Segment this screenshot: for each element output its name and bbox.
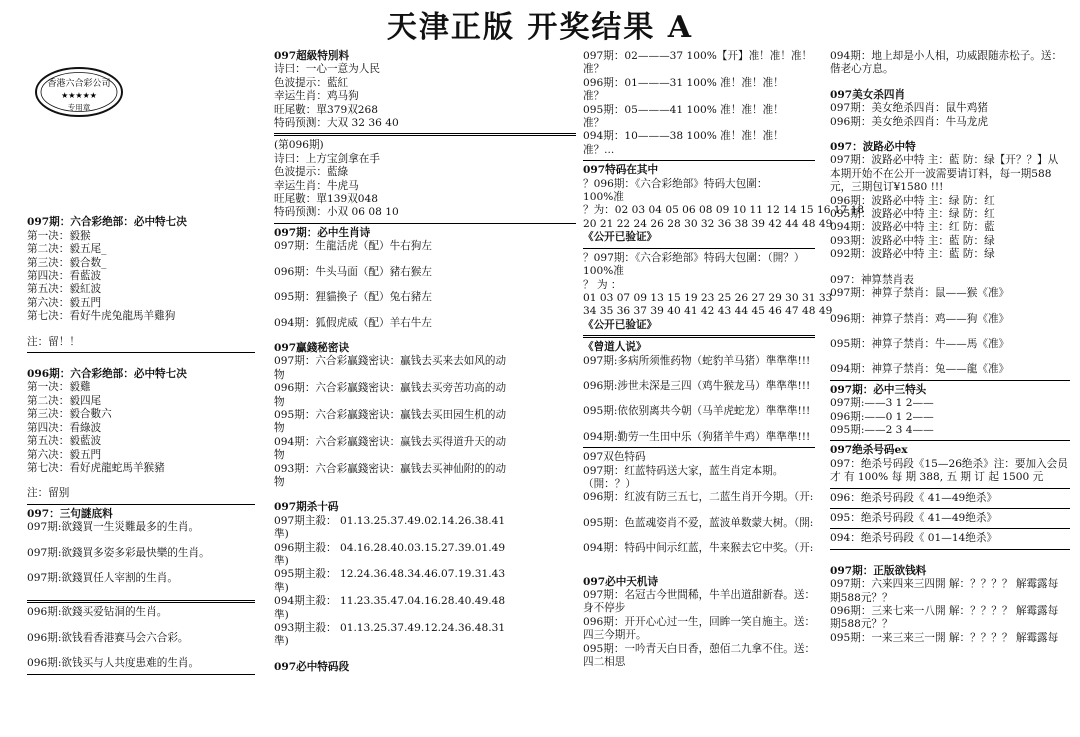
spacer [830, 351, 1070, 363]
text-line: 096期主殺： 04.16.28.40.03.15.27.39.01.49 [274, 541, 506, 554]
col1-list [27, 216, 255, 674]
text-line: 第六决：毅五門 [27, 448, 102, 461]
text-line: 097期：波路必中特 主：藍 防：绿【开？？】从 [830, 154, 1059, 167]
text-line: 093期：波路必中特 主：藍 防：绿 [830, 234, 995, 247]
spacer [27, 560, 255, 572]
text-line: 第三决：毅合数_ [27, 256, 107, 269]
text-line: 096期：波路必中特 主：绿 防：红 [830, 194, 995, 207]
text-line: 095期：神算子禁肖：牛——馬《准》 [830, 337, 1010, 350]
text-line: 第五决：毅藍波 [27, 435, 102, 448]
section-heading: 097特码在其中 [583, 164, 659, 177]
section-heading: 097期：正版欲钱料 [830, 564, 927, 577]
text-line: 096期:——0 1 2—— [830, 410, 934, 423]
text-line: 097期：02———37 100%【开】准！准！准！ [583, 50, 813, 62]
divider [583, 248, 815, 249]
section-heading: 097美女杀四肖 [830, 88, 906, 101]
section-heading: 097：三句謎底料 [27, 507, 113, 520]
company-seal-icon [33, 64, 125, 120]
text-line: 準) [274, 581, 289, 594]
text-line: 097期：名冠古今世間稀，牛羊出道甜新春。送： [583, 589, 816, 601]
text-line: 096期：三来七来一八開 解：？？？？ 解霉露每 [830, 605, 1059, 617]
text-line: 幸运生肖：牛虎马 [274, 179, 359, 192]
text-line: 096期:涉世未深是三四（鸡牛猴龙马）準準準!!! [583, 379, 811, 392]
text-line: 本期开始不在公开一波需要请订料，每一期588 [830, 167, 1052, 180]
seal-top-text: 香港六合彩公司 [47, 79, 111, 89]
spacer [583, 530, 815, 542]
column-2 [274, 50, 576, 674]
text-line: 注：留别 [27, 487, 70, 500]
seal-bottom-text: 专用章 [67, 103, 91, 112]
text-line: 身不停步 [583, 602, 626, 615]
spacer [830, 129, 1070, 141]
text-line: 096期：开开心心过一生，回眸一笑自施主。送： [583, 615, 816, 628]
divider [274, 223, 576, 224]
text-line: 096期：牛头马面（配）豬右猴左 [274, 265, 432, 278]
text-line: 准？ [583, 90, 605, 103]
section-heading: 097必中特码段 [274, 660, 350, 673]
section-heading: 097期杀十码 [274, 501, 339, 514]
text-line: 097期:欲錢買一生災難最多的生肖。 [27, 521, 200, 534]
text-line: 第二决：毅四尾 [27, 394, 102, 407]
text-line: 100%准 [583, 191, 624, 204]
spacer [274, 330, 576, 342]
text-line: 094：绝杀号码段《 01—14绝杀》 [830, 532, 998, 545]
text-line: 準) [274, 528, 289, 541]
divider [830, 440, 1070, 441]
text-line: 094期:勤劳一生田中乐（狗猪羊牛鸡）準準準!!! [583, 430, 811, 443]
spacer [583, 393, 815, 405]
text-line: 095期：六合彩贏錢密诀：贏钱去买田园生机的动 [274, 408, 507, 421]
spacer [583, 419, 815, 431]
text-line: 特码预测：大双 32 36 40 [274, 117, 399, 130]
text-line: 097期：美女绝杀四肖：鼠牛鸡猪 [830, 102, 988, 115]
text-line: 096期：神算子禁肖：鸡——狗《准》 [830, 312, 1010, 325]
text-line: 097期:欲錢買多姿多彩最快樂的生肖。 [27, 546, 210, 559]
text-line: 095期：05———41 100% 准！准！准！ [583, 103, 784, 116]
text-line: 095期：一吟青天白日香，憩佰二九拿不住。送： [583, 642, 816, 655]
text-line: 097期：生龍活虎（配）牛右狗左 [274, 240, 432, 253]
text-line: 期588元？？ [830, 618, 893, 631]
text-line: 092期：波路必中特 主：藍 防：绿 [830, 248, 995, 261]
column-4 [830, 50, 1070, 645]
text-line: 旺尾數：單139双048 [274, 193, 379, 206]
text-line: 095期:——2 3 4—— [830, 423, 934, 436]
text-line: 097期：神算子禁肖：鼠——猴《准》 [830, 287, 1010, 300]
text-line: 物 [274, 368, 285, 381]
text-line: 097期：红蓝特码送大家，蓝生肖定本期。 [583, 464, 784, 477]
text-line: 097双色特码 [583, 451, 646, 464]
text-line: 097期：六合彩贏錢密诀：贏钱去买来去如风的动 [274, 355, 507, 368]
spacer [274, 305, 576, 317]
section-heading: 097必中天机诗 [583, 575, 659, 588]
text-line: 四二相思 [583, 656, 626, 669]
text-line: 准？... [583, 143, 615, 156]
text-line: 旺尾數：單379双268 [274, 103, 379, 116]
text-line: 第四决：看藍波 [27, 270, 102, 283]
col2-list [274, 50, 576, 674]
page-title: 天津正版 开奖结果 A [386, 10, 694, 45]
double-divider [274, 133, 576, 136]
text-line: 093期：六合彩贏錢密诀：贏钱去买神仙附的的动 [274, 462, 507, 475]
text-line: 34 35 36 37 39 40 41 42 43 44 45 46 47 48 49 [583, 305, 833, 318]
text-line: 095期:依依别离共今朝（马羊虎蛇龙）準準準!!! [583, 405, 811, 418]
text-line: 准？ [583, 117, 605, 130]
text-line: 物 [274, 422, 285, 435]
text-line: 096期：六合彩贏錢密诀：贏钱去买旁苦功高的动 [274, 382, 507, 395]
text-line: 四三今期开。 [583, 629, 647, 642]
text-line: 096期:欲钱买与人共度患难的生肖。 [27, 657, 200, 670]
text-line: 第四决：看綠波 [27, 421, 102, 434]
spacer [583, 368, 815, 380]
text-line: 097：绝杀号码段《15—26绝杀》注：要加入会员 [830, 457, 1068, 470]
text-line: 097：神算禁肖表 [830, 273, 914, 286]
spacer [830, 301, 1070, 313]
section-heading: 097期：必中三特头 [830, 383, 927, 396]
divider [830, 380, 1070, 381]
spacer [27, 535, 255, 547]
divider [27, 352, 255, 353]
text-line: 097期:多病所须惟药物（蛇豹羊马猪）準準準!!! [583, 354, 811, 367]
section-heading: 097贏錢秘密诀 [274, 341, 350, 354]
text-line: 096期：美女绝杀四肖：牛马龙虎 [830, 115, 988, 128]
text-line: 物 [274, 449, 285, 462]
text-line: 097期:欲錢買任人宰割的生肖。 [27, 571, 178, 584]
text-line: 094期：狐假虎威（配）羊右牛左 [274, 316, 432, 329]
text-line: 色波提示：藍紅 [274, 76, 349, 89]
text-line: 第三决：毅合數六 [27, 408, 112, 421]
text-line: 097期:——3 1 2—— [830, 397, 934, 410]
spacer [830, 553, 1070, 565]
text-line: 096：绝杀号码段《 41—49绝杀》 [830, 491, 998, 504]
text-line: 特码预测：小双 06 08 10 [274, 206, 399, 219]
text-line: 第七决：看好虎龍蛇馬羊猴豬 [27, 461, 165, 474]
text-line: 準) [274, 608, 289, 621]
text-line: 第六决：毅五門 [27, 296, 102, 309]
spacer [274, 254, 576, 266]
text-line: ？096期：《六合彩绝部》特码大包圍： [583, 177, 768, 190]
text-line: 準) [274, 555, 289, 567]
text-line: 第一决：毅雞 [27, 381, 91, 394]
text-line: 096期:欲錢买爱钻洞的生肖。 [27, 606, 168, 619]
text-line: 095：绝杀号码段《 41—49绝杀》 [830, 511, 998, 524]
spacer [274, 279, 576, 291]
divider [830, 508, 1070, 509]
text-line: 094期：波路必中特 主：红 防：藍 [830, 221, 995, 234]
text-line: 才 有 100% 每 期 388, 五 期 订 起 1500 元 [830, 471, 1044, 484]
double-divider [27, 600, 255, 603]
text-line: 095期：一来三来三一開 解：？？？？ 解霉露每 [830, 631, 1059, 644]
text-line: 096期:欲钱看香港赛马会六合彩。 [27, 631, 189, 644]
text-line: 094期主殺： 11.23.35.47.04.16.28.40.49.48 [274, 595, 506, 608]
col4-list [830, 50, 1070, 645]
text-line: 物 [274, 475, 285, 488]
text-line: 01 03 07 09 13 15 19 23 25 26 27 29 30 31 33 [583, 291, 833, 304]
double-divider [583, 335, 815, 338]
divider [830, 549, 1070, 550]
spacer [830, 77, 1070, 89]
spacer [583, 505, 815, 517]
divider [27, 504, 255, 505]
spacer [27, 356, 255, 368]
spacer [830, 326, 1070, 338]
spacer [830, 262, 1070, 274]
text-line: 093期主殺： 01.13.25.37.49.12.24.36.48.31 [274, 622, 506, 635]
text-line: 色波提示：藍綠 [274, 166, 349, 179]
section-heading: 097期：六合彩绝部：必中特七决 [27, 216, 187, 229]
text-line: 第一决：毅猴 [27, 229, 91, 242]
section-heading: 097期：必中生肖诗 [274, 226, 371, 239]
text-line: (第096期) [274, 139, 324, 152]
text-line: 注：留！！ [27, 335, 80, 348]
text-line: 期588元？？ [830, 591, 893, 604]
text-line: ？097期：《六合彩绝部》特码大包圍：（開？） [583, 251, 805, 264]
divider [583, 447, 815, 448]
spacer [583, 556, 815, 576]
text-line: 诗曰：一心一意为人民 [274, 63, 380, 76]
text-line: 095期：狸貓換子（配）兔右豬左 [274, 291, 432, 304]
text-line: 元，三期包订¥1580 !!! [830, 181, 944, 194]
spacer [27, 324, 255, 336]
section-heading: 097绝杀号码ex [830, 444, 908, 457]
text-line: ？ 为 ： [583, 278, 622, 291]
section-heading: 《公开已验证》 [583, 318, 658, 331]
text-line: 096期：红波有防三五七，二蓝生肖开今期。（开: [583, 491, 814, 504]
spacer [27, 620, 255, 632]
spacer [274, 649, 576, 661]
divider [830, 488, 1070, 489]
text-line: 094期：神算子禁肖：兔——龍《准》 [830, 363, 1010, 376]
text-line: 第七决：看好牛虎兔龍馬羊雞狗 [27, 310, 176, 323]
text-line: 100%准 [583, 265, 624, 278]
text-line: 096期：01———31 100% 准！准！准！ [583, 76, 784, 89]
text-line: 094期：10———38 100% 准！准！准！ [583, 130, 784, 143]
text-line: （開：？） [583, 477, 636, 490]
text-line: 095期主殺： 12.24.36.48.34.46.07.19.31.43 [274, 568, 506, 581]
section-heading: 097超級特別料 [274, 50, 350, 62]
section-heading: 《曾道人说》 [583, 341, 647, 354]
text-line: 诗曰：上方宝剑拿在手 [274, 152, 380, 165]
text-line: ？为：02 03 04 05 06 08 09 10 11 12 14 15 16 17 18 [583, 204, 865, 217]
text-line: 094期：六合彩贏錢密诀：赢钱去买得道升天的动 [274, 435, 507, 448]
text-line: 094期：特码中间示红蓝，牛来猴去它中奖。（开: [583, 542, 814, 555]
divider [27, 674, 255, 675]
divider [830, 528, 1070, 529]
text-line: 准？ [583, 63, 605, 76]
section-heading: 097：波路必中特 [830, 141, 916, 154]
divider [583, 160, 815, 161]
spacer [274, 489, 576, 501]
text-line: 097期：六来四来三四開 解：？？？？ 解霉露每 [830, 578, 1059, 591]
spacer [27, 645, 255, 657]
spacer [27, 585, 255, 597]
text-line: 第五决：毅紅波 [27, 283, 102, 296]
text-line: 095期：波路必中特 主：绿 防：红 [830, 208, 995, 221]
text-line: 物 [274, 395, 285, 408]
section-heading: 096期：六合彩绝部：必中特七决 [27, 368, 187, 381]
text-line: 準) [274, 635, 289, 648]
text-line: 095期：色蓝魂姿肖不爱，蓝波单数蒙大树。（開: [583, 516, 814, 529]
text-line: 第二决：毅五尾_ [27, 243, 107, 256]
text-line: 097期主殺： 01.13.25.37.49.02.14.26.38.41 [274, 514, 506, 527]
text-line: 20 21 22 24 26 28 30 32 36 38 39 42 44 48 49 [583, 217, 833, 230]
column-1 [27, 50, 255, 678]
text-line: 094期：地上却是小人相，功威跟随赤松子。送： [830, 50, 1063, 62]
section-heading: 《公开已验证》 [583, 231, 658, 244]
spacer [27, 475, 255, 487]
text-line: 幸运生肖：鸡马狗 [274, 90, 359, 103]
text-line: 偕老心方息。 [830, 63, 894, 76]
svg-text:★★★★★: ★★★★★ [61, 91, 97, 100]
